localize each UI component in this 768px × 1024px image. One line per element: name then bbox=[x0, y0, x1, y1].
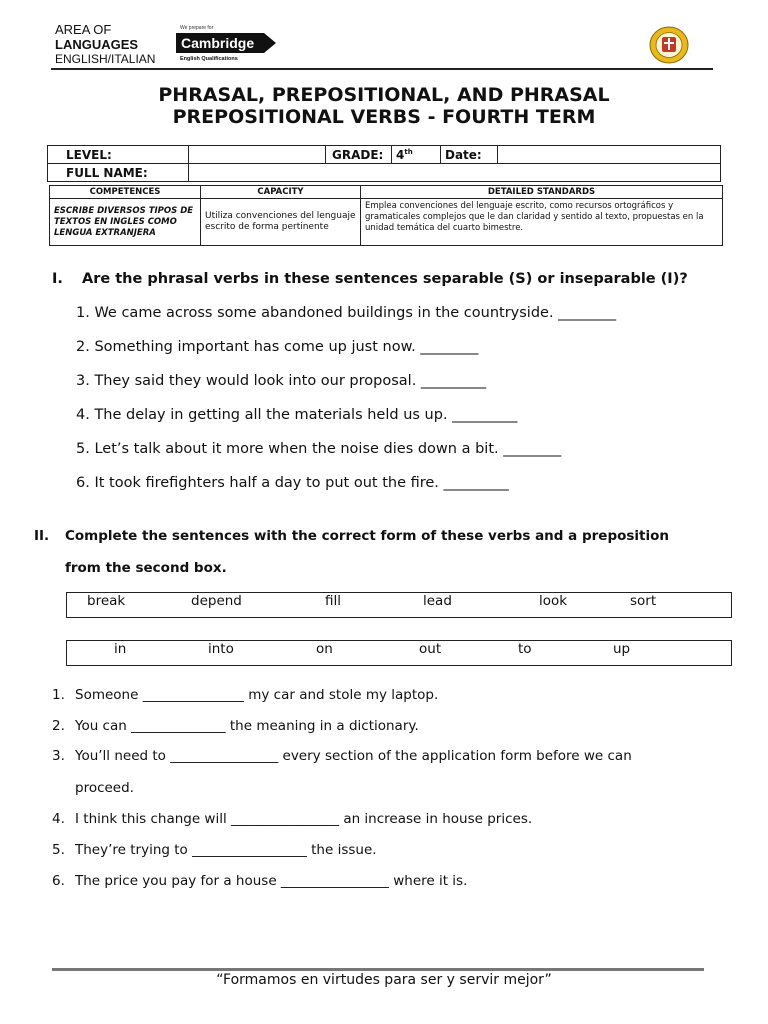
list-item bbox=[52, 842, 377, 858]
item-text: I think this change will ________________ an increase in house prices. bbox=[75, 811, 533, 827]
item-text: They’re trying to _________________ the issue. bbox=[75, 842, 377, 858]
section-1-number: I. bbox=[52, 271, 63, 287]
competences-header: COMPETENCES bbox=[50, 186, 201, 199]
standards-header: DETAILED STANDARDS bbox=[361, 186, 723, 199]
page-title-line2: PREPOSITIONAL VERBS - FOURTH TERM bbox=[172, 106, 596, 128]
grade-number: 4 bbox=[396, 147, 405, 162]
header-divider bbox=[51, 68, 713, 70]
item-number: 4. bbox=[52, 811, 65, 827]
list-item: 4. The delay in getting all the materials held us up. _________ bbox=[76, 407, 518, 423]
section-1-text: Are the phrasal verbs in these sentences separable (S) or inseparable (I)? bbox=[82, 271, 688, 287]
preposition-word: into bbox=[208, 641, 234, 657]
full-name-label: FULL NAME: bbox=[48, 164, 189, 182]
item-number: 3. bbox=[52, 748, 65, 764]
verb-word: look bbox=[539, 593, 568, 609]
full-name-field[interactable] bbox=[189, 164, 721, 182]
item-number: 5. bbox=[52, 842, 65, 858]
subject-label: ENGLISH/ITALIAN bbox=[55, 52, 156, 66]
item-number: 2. bbox=[52, 718, 65, 734]
item-text: The price you pay for a house ________________ where it is. bbox=[75, 873, 468, 889]
standard-cell: Emplea convenciones del lenguaje escrito, como recursos ortográficos y gramaticales complejos que le dan claridad y sentido al texto, propuestas en la unidad temática del cuarto bimestre. bbox=[361, 199, 723, 246]
list-item bbox=[52, 687, 438, 703]
section-2-heading-line2: from the second box. bbox=[65, 560, 227, 576]
footer-motto: “Formamos en virtudes para ser y servir mejor” bbox=[216, 972, 552, 988]
preposition-box bbox=[66, 640, 732, 666]
list-item bbox=[52, 748, 632, 764]
list-item: 6. It took firefighters half a day to put out the fire. _________ bbox=[76, 475, 509, 491]
area-label: AREA OF bbox=[55, 22, 112, 37]
preposition-word: up bbox=[613, 641, 631, 657]
department-label: LANGUAGES bbox=[55, 37, 139, 52]
verb-word: break bbox=[87, 593, 126, 609]
section-2-heading bbox=[34, 528, 669, 544]
item-number: 1. bbox=[52, 687, 65, 703]
section-1-heading bbox=[52, 271, 688, 287]
verb-box bbox=[66, 592, 732, 618]
cambridge-logo-text: Cambridge bbox=[181, 35, 255, 51]
list-item bbox=[52, 811, 532, 827]
grade-value bbox=[392, 146, 441, 164]
cambridge-tagline: We prepare for bbox=[180, 25, 214, 31]
footer-divider bbox=[52, 968, 704, 971]
item-text: You can ______________ the meaning in a dictionary. bbox=[75, 718, 419, 734]
list-item: 5. Let’s talk about it more when the noise dies down a bit. ________ bbox=[76, 441, 562, 457]
date-field[interactable] bbox=[498, 146, 721, 164]
preposition-word: to bbox=[518, 641, 532, 657]
section-2-text: Complete the sentences with the correct form of these verbs and a preposition bbox=[65, 528, 670, 544]
list-item: 1. We came across some abandoned buildings in the countryside. ________ bbox=[76, 305, 617, 321]
item-number: 6. bbox=[52, 873, 65, 889]
level-field[interactable] bbox=[189, 146, 326, 164]
page-title: PHRASAL, PREPOSITIONAL, AND PHRASAL bbox=[158, 84, 610, 106]
verb-word: fill bbox=[325, 593, 342, 609]
level-label: LEVEL: bbox=[48, 146, 189, 164]
list-item bbox=[52, 873, 467, 889]
verb-word: depend bbox=[191, 593, 242, 609]
verb-word: sort bbox=[630, 593, 657, 609]
list-item-continuation bbox=[52, 780, 134, 796]
competences-table bbox=[49, 185, 723, 246]
grade-label: GRADE: bbox=[326, 146, 392, 164]
capacity-cell: Utiliza convenciones del lenguaje escrito de forma pertinente bbox=[201, 199, 361, 246]
list-item bbox=[52, 718, 419, 734]
cambridge-subtitle: English Qualifications bbox=[180, 56, 238, 62]
preposition-word: on bbox=[316, 641, 333, 657]
student-info-table bbox=[47, 145, 721, 182]
verb-word: lead bbox=[423, 593, 452, 609]
list-item: 2. Something important has come up just now. ________ bbox=[76, 339, 479, 355]
list-item: 3. They said they would look into our proposal. _________ bbox=[76, 373, 487, 389]
date-label: Date: bbox=[441, 146, 498, 164]
school-seal-icon bbox=[649, 26, 689, 64]
item-text: proceed. bbox=[75, 780, 134, 796]
preposition-word: in bbox=[114, 641, 127, 657]
capacity-header: CAPACITY bbox=[201, 186, 361, 199]
grade-ordinal: th bbox=[404, 147, 413, 156]
section-2-number: II. bbox=[34, 528, 50, 544]
item-text: Someone _______________ my car and stole my laptop. bbox=[75, 687, 439, 703]
competence-cell: ESCRIBE DIVERSOS TIPOS DE TEXTOS EN INGLES COMO LENGUA EXTRANJERA bbox=[50, 199, 201, 246]
item-text: You’ll need to ________________ every section of the application form before we can bbox=[75, 748, 632, 764]
preposition-word: out bbox=[419, 641, 442, 657]
